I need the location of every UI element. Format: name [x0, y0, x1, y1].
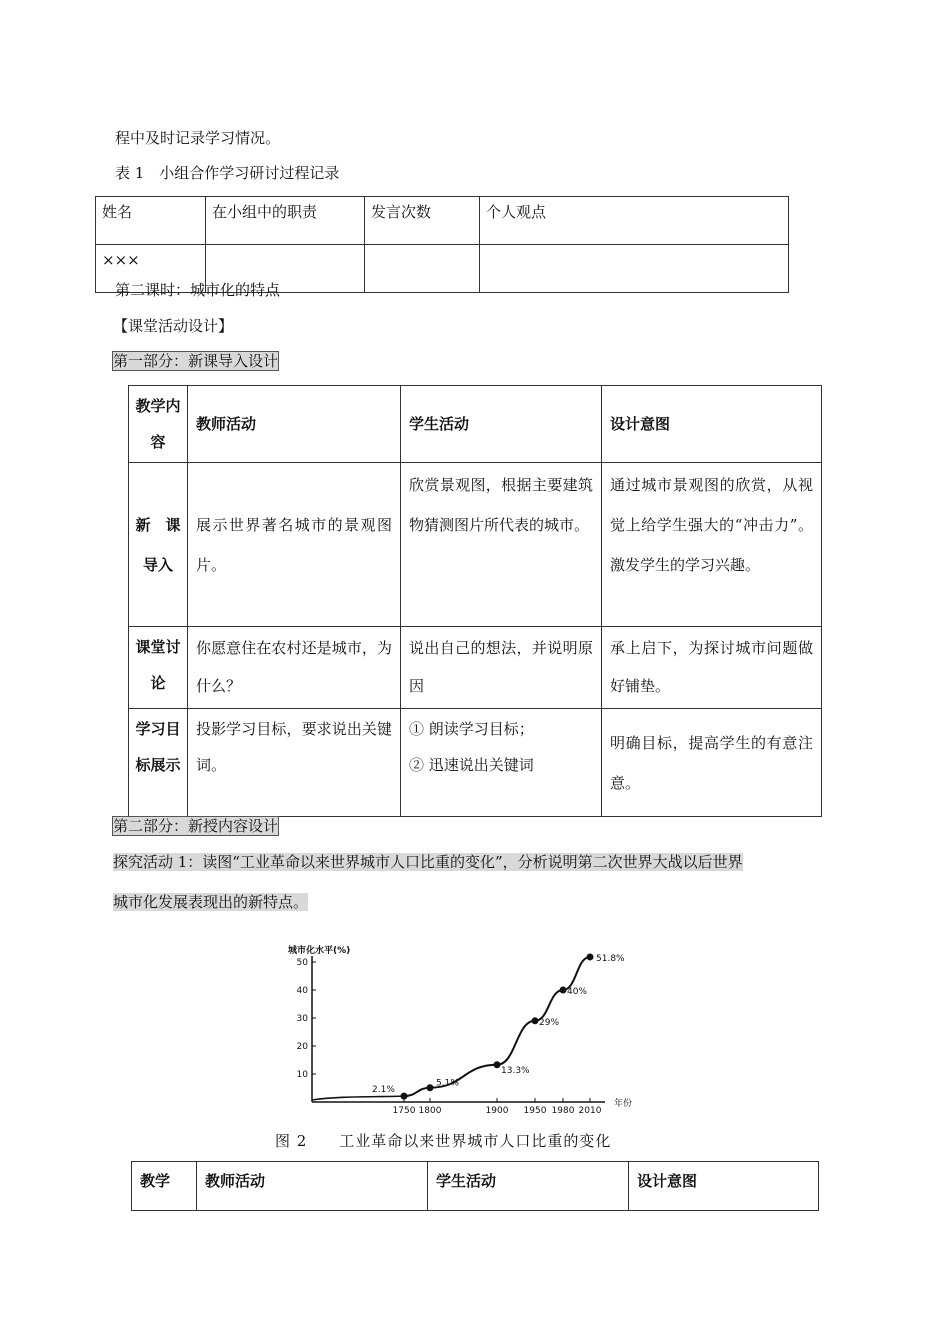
table-cell	[365, 245, 480, 293]
list-item: ② 迅速说出关键词	[409, 756, 534, 774]
table-header-cell: 教学内容	[129, 386, 188, 463]
data-label: 40%	[567, 987, 588, 997]
lesson-content-table	[131, 1161, 819, 1211]
table-header-cell: 教师活动	[188, 386, 401, 463]
table-header-cell: 学生活动	[428, 1162, 629, 1211]
table-cell: 说出自己的想法，并说明原因	[401, 627, 602, 709]
table-cell: 展示世界著名城市的景观图片。	[188, 463, 401, 627]
table-header-cell: 个人观点	[480, 197, 789, 245]
data-point	[427, 1084, 434, 1091]
part1-heading: 第一部分：新课导入设计	[113, 352, 279, 370]
table-header-cell: 姓名	[96, 197, 206, 245]
table-row	[132, 1162, 819, 1211]
part2-heading: 第二部分：新授内容设计	[113, 817, 279, 835]
table-row	[96, 197, 789, 245]
table1-title: 表 1 小组合作学习研讨过程记录	[115, 164, 340, 182]
table-row	[129, 386, 822, 463]
explore-activity-line-2: 城市化发展表现出的新特点。	[113, 893, 309, 911]
data-label: 29%	[539, 1017, 560, 1028]
list-item: ① 朗读学习目标；	[409, 720, 534, 738]
data-labels	[372, 954, 625, 1095]
x-tick-label: 1980	[551, 1106, 575, 1115]
x-tick-label: 1750	[392, 1106, 416, 1115]
series-line	[404, 957, 590, 1096]
table-header-cell: 学生活动	[401, 386, 602, 463]
table-cell: 明确目标，提高学生的有意注意。	[602, 709, 822, 817]
data-label: 5.1%	[436, 1078, 459, 1089]
table-cell: 新 课导入	[129, 463, 188, 627]
figure-caption: 图 2 工业革命以来世界城市人口比重的变化	[275, 1132, 612, 1150]
y-tick-label: 20	[296, 1042, 308, 1052]
x-tick-label: 1800	[418, 1106, 442, 1115]
data-points	[401, 953, 594, 1099]
table-header-cell: 教师活动	[197, 1162, 428, 1211]
table-cell	[401, 709, 602, 817]
table-cell: ×××	[96, 245, 206, 293]
table-row	[129, 627, 822, 709]
table-header-cell: 发言次数	[365, 197, 480, 245]
table-cell: 学习目标展示	[129, 709, 188, 817]
table-header-cell: 教学	[132, 1162, 197, 1211]
activity-design-heading: 【课堂活动设计】	[113, 317, 234, 335]
table-cell: 你愿意住在农村还是城市，为什么？	[188, 627, 401, 709]
data-point	[401, 1093, 408, 1100]
pre-1750-line	[312, 1096, 404, 1100]
table-cell: 投影学习目标，要求说出关键词。	[188, 709, 401, 817]
y-tick-label: 30	[296, 1014, 308, 1024]
data-label: 2.1%	[372, 1085, 395, 1096]
table-header-cell: 设计意图	[602, 386, 822, 463]
y-tick-label: 40	[296, 986, 308, 996]
x-tick-label: 1900	[485, 1106, 509, 1115]
table-cell: 通过城市景观图的欣赏，从视觉上给学生强大的“冲击力”。激发学生的学习兴趣。	[602, 463, 822, 627]
paragraph-continuation: 程中及时记录学习情况。	[115, 129, 281, 147]
data-point	[494, 1061, 501, 1068]
table-cell: 课堂讨论	[129, 627, 188, 709]
data-point	[532, 1017, 539, 1024]
lesson-heading: 第二课时：城市化的特点	[115, 281, 281, 299]
data-point	[587, 953, 594, 960]
table-header-cell: 在小组中的职责	[206, 197, 365, 245]
explore-activity-line-1: 探究活动 1：读图“工业革命以来世界城市人口比重的变化”，分析说明第二次世界大战以后世界	[113, 853, 743, 871]
table-row	[129, 709, 822, 817]
y-tick-label: 10	[296, 1070, 308, 1080]
table-row	[129, 463, 822, 627]
data-point	[560, 987, 567, 994]
x-tick-label: 1950	[523, 1106, 547, 1115]
table-header-cell: 设计意图	[629, 1162, 819, 1211]
group-record-table	[95, 196, 789, 293]
data-label: 51.8%	[596, 953, 625, 964]
urbanization-line-chart	[280, 940, 640, 1115]
y-tick-label: 50	[296, 958, 308, 968]
x-ticks	[393, 1098, 602, 1115]
x-axis-label: 年份	[614, 1099, 633, 1109]
table-cell	[480, 245, 789, 293]
table-cell: 承上启下，为探讨城市问题做好铺垫。	[602, 627, 822, 709]
y-axis-label: 城市化水平(%)	[288, 946, 351, 956]
lesson-intro-table	[128, 385, 822, 817]
y-ticks	[297, 958, 316, 1080]
table-cell: 欣赏景观图，根据主要建筑物猜测图片所代表的城市。	[401, 463, 602, 627]
data-label: 13.3%	[501, 1065, 530, 1076]
x-tick-label: 2010	[578, 1106, 602, 1115]
